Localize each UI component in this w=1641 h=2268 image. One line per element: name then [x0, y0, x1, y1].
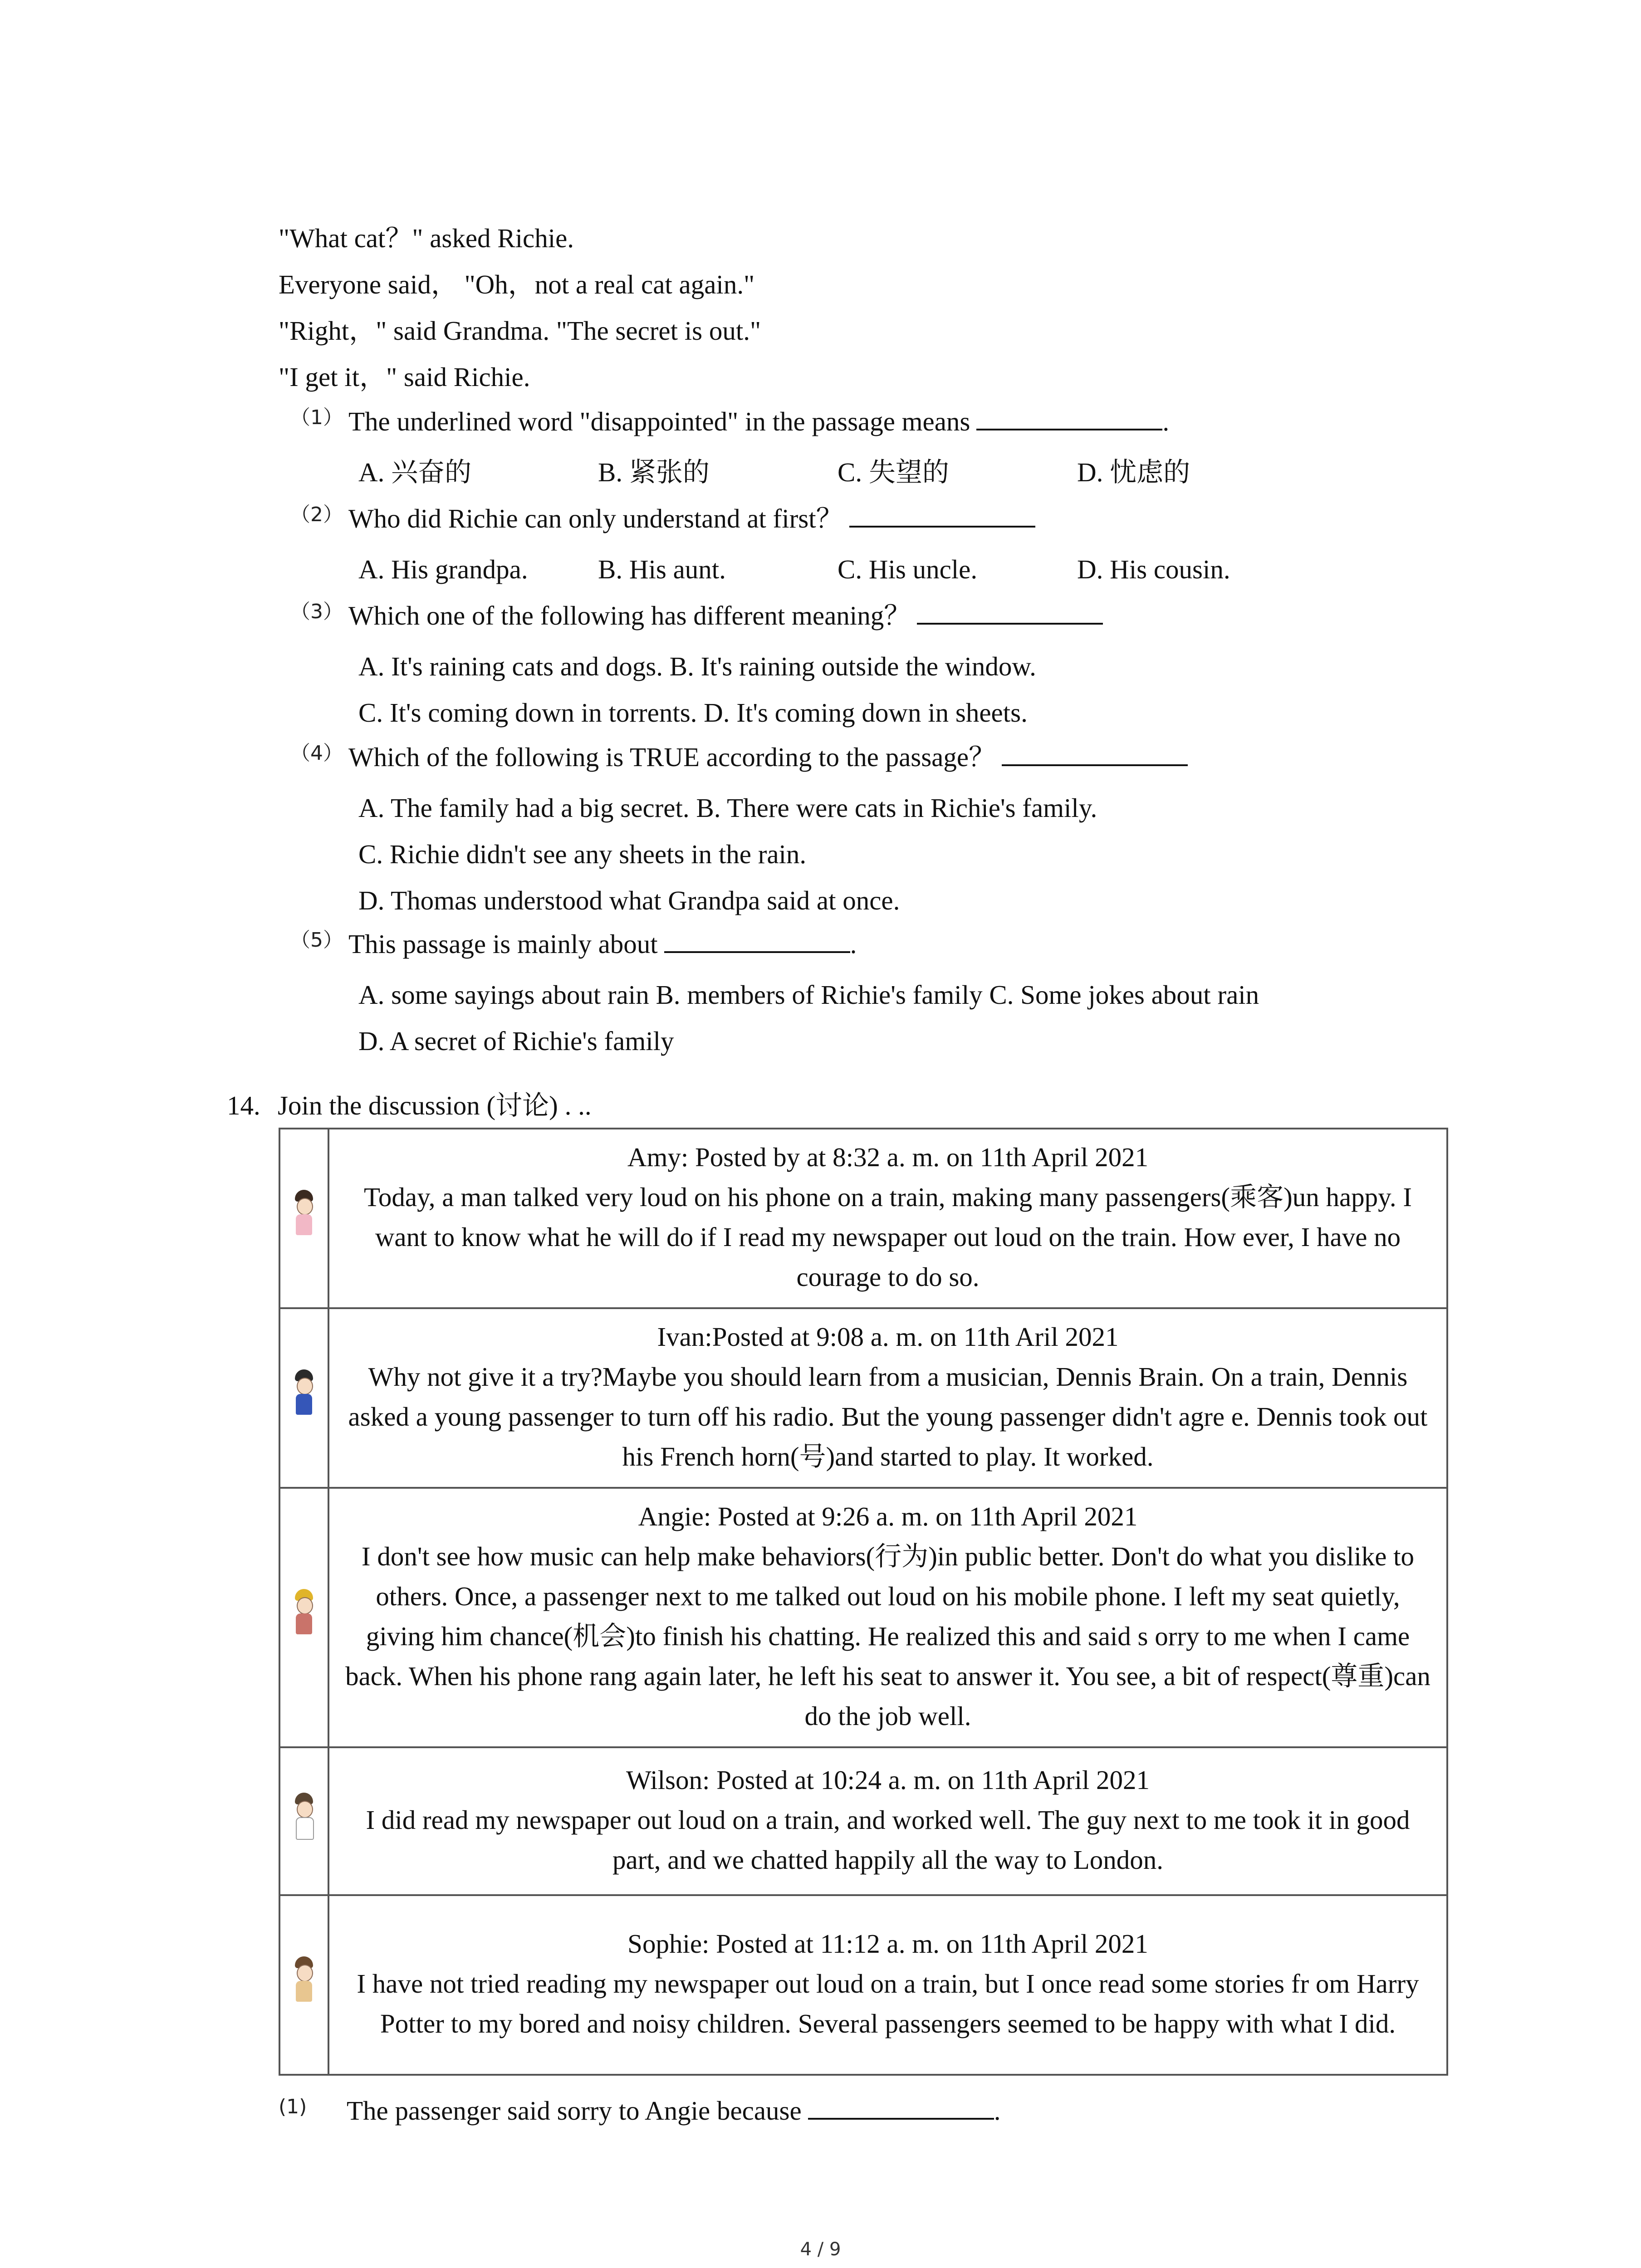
question-text: The underlined word "disappointed" in the passage means [348, 406, 970, 436]
question-13-4 [290, 734, 1515, 924]
post-body: I have not tried reading my newspaper out loud on a train, but I once read some stories fr om Harry Potter to my bored and noisy children. Several passengers seemed to be happy with what I did. [357, 1969, 1419, 2038]
question-punct: . [1162, 406, 1170, 436]
option-d[interactable]: D. 忧虑的 [1077, 457, 1190, 487]
question-number: （4） [290, 742, 343, 765]
avatar-cell [279, 1129, 328, 1308]
question-text: Which of the following is TRUE according to the passage？ [348, 742, 996, 772]
question-punct: . [850, 929, 857, 959]
answer-blank[interactable] [849, 497, 1035, 528]
answer-blank[interactable] [808, 2089, 994, 2120]
question-text: Which one of the following has different meaning？ [348, 601, 911, 631]
woman-avatar-icon [293, 1955, 315, 2004]
options-line[interactable]: A. It's raining cats and dogs. B. It's raining outside the window. [358, 651, 1036, 681]
post-header: Sophie: Posted at 11:12 a. m. on 11th April 2021 [627, 1929, 1148, 1959]
girl-avatar-icon [293, 1188, 315, 1238]
page-number: 4 / 9 [800, 2239, 841, 2260]
option-a[interactable]: A. 兴奋的 [358, 457, 472, 487]
post-body: Why not give it a try?Maybe you should learn from a musician, Dennis Brain. On a train, Dennis asked a young passenger to turn off his radio. But the young passenger didn't agre e. Dennis took out his French horn(号)and started to play. It worked. [348, 1362, 1428, 1471]
question-number: 14. [227, 1090, 260, 1120]
question-14-heading [227, 1082, 592, 1129]
options-line[interactable]: A. some sayings about rain B. members of Richie's family C. Some jokes about rain [358, 980, 1259, 1010]
option-c[interactable]: C. 失望的 [838, 457, 949, 487]
question-13-1 [290, 398, 1515, 495]
post-content [328, 1308, 1447, 1488]
avatar-cell [279, 1488, 328, 1747]
post-header: Angie: Posted at 9:26 a. m. on 11th April 2021 [638, 1501, 1138, 1531]
post-header: Ivan:Posted at 9:08 a. m. on 11th Aril 2021 [657, 1322, 1119, 1352]
question-number: （1） [290, 406, 343, 429]
options-line[interactable]: A. The family had a big secret. B. There were cats in Richie's family. [358, 793, 1097, 823]
options-line[interactable]: D. A secret of Richie's family [358, 1026, 674, 1056]
options-line[interactable]: D. Thomas understood what Grandpa said at once. [358, 885, 900, 915]
option-b[interactable]: B. 紧张的 [598, 457, 710, 487]
question-13-2 [290, 495, 1515, 592]
post-row [279, 1895, 1447, 2075]
passage-line: "Right，" said Grandma. "The secret is out." [279, 316, 761, 346]
post-body: I did read my newspaper out loud on a train, and worked well. The guy next to me took it in good part, and we chatted happily all the way to London. [366, 1805, 1410, 1875]
post-body: I don't see how music can help make behaviors(行为)in public better. Don't do what you dislike to others. Once, a passenger next to me talked out loud on his mobile phone. I left my seat quietly, giving him chance(机会)to finish his chatting. He realized this and said s orry to me when I came back. When his phone rang again later, he left his seat to answer it. You see, a bit of respect(尊重)can do the job well. [345, 1541, 1430, 1731]
post-content [328, 1895, 1447, 2075]
post-row [279, 1308, 1447, 1488]
question-13-5 [290, 921, 1515, 1064]
options-line[interactable]: C. Richie didn't see any sheets in the rain. [358, 839, 807, 869]
question-text: This passage is mainly about [348, 929, 658, 959]
answer-blank[interactable] [1002, 735, 1188, 766]
question-number: （2） [290, 503, 343, 526]
options-line[interactable]: C. It's coming down in torrents. D. It's coming down in sheets. [358, 698, 1028, 728]
passage-ending [279, 215, 1458, 400]
post-body: Today, a man talked very loud on his phone on a train, making many passengers(乘客)un happy. I want to know what he will do if I read my newspaper out loud on the train. How ever, I have no courage to do so. [364, 1182, 1412, 1292]
answer-blank[interactable] [976, 400, 1162, 430]
post-header: Amy: Posted by at 8:32 a. m. on 11th April 2021 [627, 1142, 1149, 1172]
question-text: Who did Richie can only understand at first？ [348, 503, 843, 533]
question-punct: . [994, 2096, 1001, 2126]
answer-blank[interactable] [664, 922, 850, 953]
post-content [328, 1129, 1447, 1308]
post-row [279, 1747, 1447, 1895]
question-number: （3） [290, 600, 343, 623]
question-13-3 [290, 592, 1515, 736]
post-row [279, 1129, 1447, 1308]
options-row [358, 546, 1515, 592]
option-d[interactable]: D. His cousin. [1077, 554, 1230, 584]
post-row [279, 1488, 1447, 1747]
option-b[interactable]: B. His aunt. [598, 554, 726, 584]
passage-line: "I get it，" said Richie. [279, 362, 530, 392]
option-a[interactable]: A. His grandpa. [358, 554, 528, 584]
man-avatar-icon [293, 1791, 315, 1841]
option-c[interactable]: C. His uncle. [838, 554, 978, 584]
question-text: The passenger said sorry to Angie because [347, 2096, 802, 2126]
passage-line: "What cat？" asked Richie. [279, 223, 574, 253]
avatar-cell [279, 1747, 328, 1895]
avatar-cell [279, 1895, 328, 2075]
options-row [358, 449, 1515, 495]
post-content [328, 1747, 1447, 1895]
passage-line: Everyone said， "Oh，not a real cat again." [279, 269, 755, 299]
answer-blank[interactable] [917, 594, 1103, 625]
boy-avatar-icon [293, 1368, 315, 1418]
avatar-cell [279, 1308, 328, 1488]
question-number: (1) [279, 2095, 307, 2118]
post-header: Wilson: Posted at 10:24 a. m. on 11th April 2021 [626, 1765, 1150, 1795]
hat-girl-avatar-icon [293, 1587, 315, 1637]
question-number: （5） [290, 929, 343, 952]
question-title: Join the discussion (讨论) . .. [278, 1090, 592, 1120]
discussion-table [279, 1128, 1448, 2076]
post-content [328, 1488, 1447, 1747]
